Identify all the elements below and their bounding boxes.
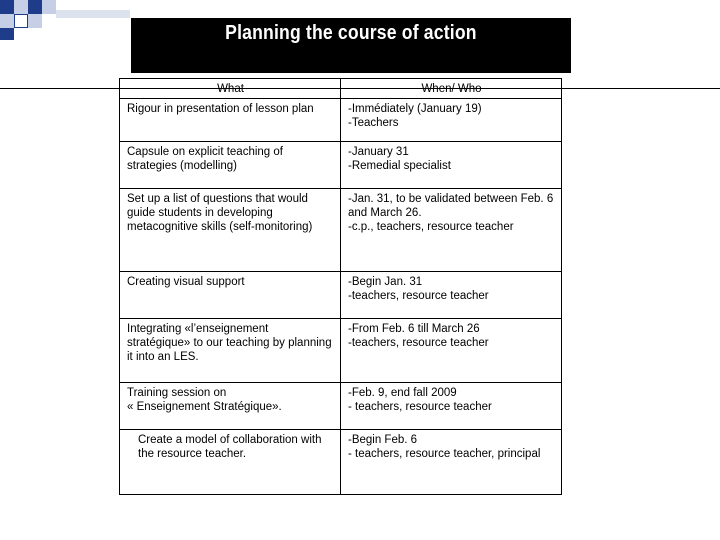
deco-square bbox=[14, 0, 28, 14]
deco-square bbox=[56, 10, 130, 18]
cell-what: Capsule on explicit teaching of strategies (modelling) bbox=[120, 142, 341, 189]
corner-decoration bbox=[0, 0, 130, 40]
deco-square bbox=[0, 14, 14, 28]
table-row bbox=[120, 430, 562, 495]
cell-what: Integrating «l’enseignement stratégique» to our teaching by planning it into an LES. bbox=[120, 319, 341, 383]
page-title: Planning the course of action bbox=[225, 22, 477, 44]
table-row bbox=[120, 189, 562, 272]
deco-square bbox=[28, 0, 42, 14]
deco-square bbox=[28, 14, 42, 28]
deco-square bbox=[14, 14, 28, 28]
cell-what: Set up a list of questions that would guide students in developing metacognitive skills (self-monitoring) bbox=[120, 189, 341, 272]
table-row bbox=[120, 383, 562, 430]
header-when-who: When/ Who bbox=[341, 79, 562, 99]
cell-what: Creating visual support bbox=[120, 272, 341, 319]
cell-when-who: -Immédiately (January 19) -Teachers bbox=[341, 99, 562, 142]
cell-when-who: -Begin Jan. 31 -teachers, resource teacher bbox=[341, 272, 562, 319]
header-what: What bbox=[120, 79, 341, 99]
table-row bbox=[120, 319, 562, 383]
deco-square bbox=[0, 0, 14, 14]
deco-square bbox=[42, 0, 56, 14]
table-header-row bbox=[120, 79, 562, 99]
action-plan-table bbox=[119, 78, 562, 495]
cell-when-who: -From Feb. 6 till March 26 -teachers, resource teacher bbox=[341, 319, 562, 383]
table-row bbox=[120, 99, 562, 142]
cell-what: Rigour in presentation of lesson plan bbox=[120, 99, 341, 142]
title-banner bbox=[131, 18, 571, 73]
cell-when-who: -Jan. 31, to be validated between Feb. 6 and March 26. -c.p., teachers, resource teacher bbox=[341, 189, 562, 272]
cell-what: Create a model of collaboration with the resource teacher. bbox=[120, 430, 341, 495]
table-row bbox=[120, 272, 562, 319]
cell-when-who: -Feb. 9, end fall 2009 - teachers, resource teacher bbox=[341, 383, 562, 430]
cell-when-who: -Begin Feb. 6 - teachers, resource teacher, principal bbox=[341, 430, 562, 495]
table-row bbox=[120, 142, 562, 189]
cell-what: Training session on « Enseignement Stratégique». bbox=[120, 383, 341, 430]
deco-square bbox=[0, 28, 14, 40]
cell-when-who: -January 31 -Remedial specialist bbox=[341, 142, 562, 189]
